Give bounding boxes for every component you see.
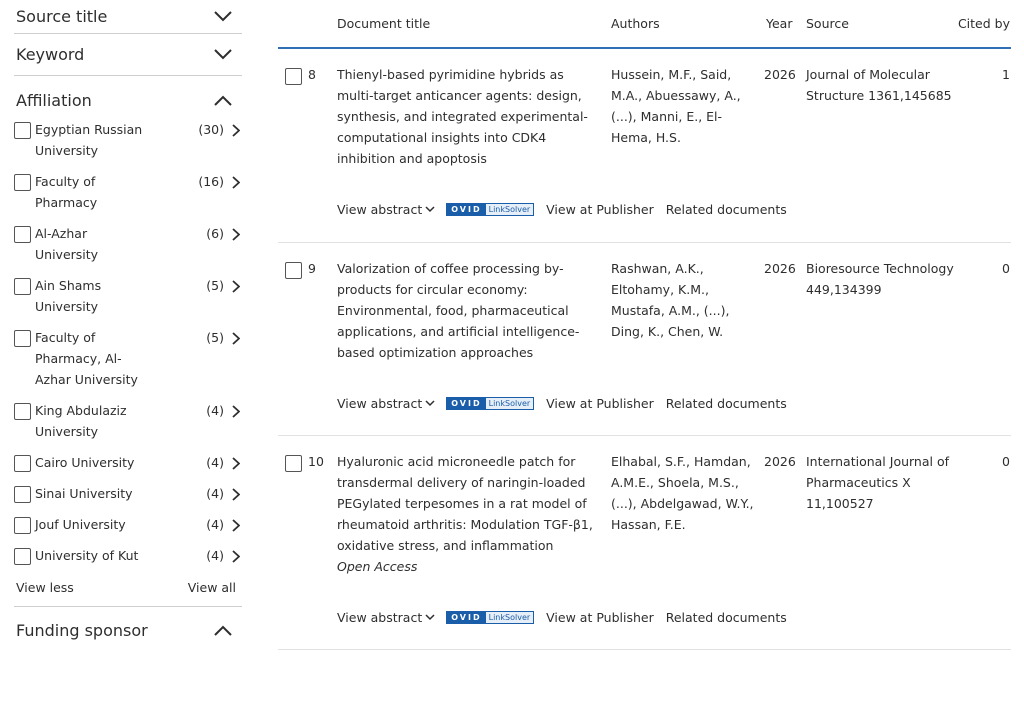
chevron-right-icon[interactable]: [232, 457, 240, 470]
ovid-logo-text: OVID: [447, 612, 485, 623]
affiliation-name: Al-Azhar University: [35, 226, 99, 262]
affiliation-checkbox[interactable]: [14, 122, 31, 139]
chevron-up-icon: [214, 625, 232, 636]
document-title-link[interactable]: Valorization of coffee processing by-products for circular economy: Environmental, food, pharmaceutical applications, and artificial intelligence-based optimization approaches: [337, 261, 580, 360]
header-authors[interactable]: Authors: [611, 16, 660, 31]
related-documents-link[interactable]: Related documents: [665, 202, 787, 217]
affiliation-item: [14, 225, 242, 265]
results-table: [278, 0, 1011, 650]
row-actions: [337, 607, 787, 628]
publication-year: 2026: [764, 454, 796, 469]
view-abstract-label: View abstract: [337, 396, 423, 411]
row-number: 8: [308, 67, 316, 82]
affiliation-count: (4): [206, 455, 224, 470]
affiliation-name: King Abdulaziz University: [35, 403, 127, 439]
authors-list[interactable]: Rashwan, A.K., Eltohamy, K.M., Mustafa, A.M., (...), Ding, K., Chen, W.: [611, 261, 730, 339]
cited-by-count[interactable]: 0: [1002, 261, 1010, 276]
table-row: [278, 436, 1011, 650]
affiliation-count: (4): [206, 517, 224, 532]
affiliation-name: Jouf University: [35, 517, 126, 532]
source-link[interactable]: Bioresource Technology 449,134399: [806, 261, 954, 297]
affiliation-name: University of Kut: [35, 548, 139, 563]
publication-year: 2026: [764, 261, 796, 276]
view-at-publisher-link[interactable]: View at Publisher: [546, 202, 654, 217]
affiliation-item: [14, 547, 242, 566]
ovid-logo-text: OVID: [447, 398, 485, 409]
row-number: 10: [308, 454, 324, 469]
document-title-cell: [337, 451, 599, 577]
linksolver-text: LinkSolver: [486, 204, 534, 215]
ovid-linksolver-button[interactable]: [446, 397, 534, 410]
chevron-right-icon[interactable]: [232, 176, 240, 189]
table-row: [278, 243, 1011, 436]
chevron-right-icon[interactable]: [232, 519, 240, 532]
affiliation-item: [14, 454, 242, 473]
table-row: [278, 49, 1011, 243]
filter-funding-sponsor[interactable]: [14, 606, 242, 654]
affiliation-name: Cairo University: [35, 455, 135, 470]
view-less-link[interactable]: View less: [16, 580, 74, 595]
affiliation-checkbox[interactable]: [14, 174, 31, 191]
affiliation-count: (5): [206, 278, 224, 293]
affiliation-list: [14, 121, 242, 566]
affiliation-checkbox[interactable]: [14, 226, 31, 243]
document-title-link[interactable]: Thienyl-based pyrimidine hybrids as multi-target anticancer agents: design, synthesis, and integrated experimental-computational insights into CDK4 inhibition and apoptosis: [337, 67, 588, 166]
filter-source-title[interactable]: [14, 0, 242, 34]
affiliation-item: [14, 277, 242, 317]
filter-source-title-label: Source title: [16, 7, 108, 26]
affiliation-count: (4): [206, 403, 224, 418]
source-link[interactable]: Journal of Molecular Structure 1361,145685: [806, 67, 952, 103]
chevron-down-icon: [425, 400, 435, 407]
affiliation-item: [14, 485, 242, 504]
document-title-link[interactable]: Hyaluronic acid microneedle patch for transdermal delivery of naringin-loaded PEGylated terpesomes in a rat model of rheumatoid arthritis: Modulation TGF-β1, oxidative stress, and inflammation: [337, 454, 593, 553]
cited-by-count[interactable]: 0: [1002, 454, 1010, 469]
chevron-down-icon: [214, 11, 232, 22]
affiliation-count: (30): [198, 122, 224, 137]
chevron-right-icon[interactable]: [232, 332, 240, 345]
filter-panel: [14, 0, 242, 654]
affiliation-count: (4): [206, 548, 224, 563]
header-document-title[interactable]: Document title: [337, 16, 431, 31]
row-number: 9: [308, 261, 316, 276]
affiliation-name: Faculty of Pharmacy: [35, 174, 98, 210]
affiliation-checkbox[interactable]: [14, 455, 31, 472]
affiliation-checkbox[interactable]: [14, 330, 31, 347]
affiliation-checkbox[interactable]: [14, 548, 31, 565]
chevron-right-icon[interactable]: [232, 124, 240, 137]
view-abstract-label: View abstract: [337, 202, 423, 217]
affiliation-checkbox[interactable]: [14, 517, 31, 534]
view-all-link[interactable]: View all: [187, 580, 236, 595]
row-checkbox[interactable]: [285, 262, 302, 279]
affiliation-item: [14, 402, 242, 442]
view-abstract-label: View abstract: [337, 610, 423, 625]
view-abstract-button[interactable]: [337, 199, 435, 220]
ovid-linksolver-button[interactable]: [446, 611, 534, 624]
chevron-up-icon: [214, 95, 232, 106]
filter-keyword[interactable]: [14, 34, 242, 76]
ovid-linksolver-button[interactable]: [446, 203, 534, 216]
affiliation-item: [14, 173, 242, 213]
affiliation-count: (4): [206, 486, 224, 501]
affiliation-checkbox[interactable]: [14, 278, 31, 295]
chevron-right-icon[interactable]: [232, 228, 240, 241]
filter-keyword-label: Keyword: [16, 45, 85, 64]
affiliation-name: Ain Shams University: [35, 278, 102, 314]
affiliation-name: Faculty of Pharmacy, Al-Azhar University: [35, 330, 138, 387]
header-year[interactable]: Year: [766, 16, 793, 31]
view-abstract-button[interactable]: [337, 607, 435, 628]
chevron-right-icon[interactable]: [232, 550, 240, 563]
affiliation-checkbox[interactable]: [14, 486, 31, 503]
row-checkbox[interactable]: [285, 68, 302, 85]
affiliation-count: (6): [206, 226, 224, 241]
linksolver-text: LinkSolver: [486, 612, 534, 623]
cited-by-count[interactable]: 1: [1002, 67, 1010, 82]
table-header: [278, 0, 1011, 49]
source-link[interactable]: International Journal of Pharmaceutics X 11,100527: [806, 454, 950, 511]
row-actions: [337, 393, 787, 414]
chevron-right-icon[interactable]: [232, 280, 240, 293]
filter-affiliation-label: Affiliation: [16, 90, 92, 110]
affiliation-count: (5): [206, 330, 224, 345]
filter-funding-sponsor-label: Funding sponsor: [16, 621, 148, 640]
ovid-logo-text: OVID: [447, 204, 485, 215]
open-access-label: Open Access: [337, 559, 418, 574]
view-at-publisher-link[interactable]: View at Publisher: [546, 610, 654, 625]
linksolver-text: LinkSolver: [486, 398, 534, 409]
affiliation-item: [14, 329, 242, 390]
row-checkbox[interactable]: [285, 455, 302, 472]
chevron-down-icon: [214, 49, 232, 60]
filter-affiliation[interactable]: [14, 76, 242, 124]
related-documents-link[interactable]: Related documents: [665, 396, 787, 411]
view-at-publisher-link[interactable]: View at Publisher: [546, 396, 654, 411]
affiliation-name: Sinai University: [35, 486, 133, 501]
affiliation-checkbox[interactable]: [14, 403, 31, 420]
affiliation-item: [14, 516, 242, 535]
authors-list[interactable]: Elhabal, S.F., Hamdan, A.M.E., Shoela, M.S., (...), Abdelgawad, W.Y., Hassan, F.E.: [611, 454, 754, 532]
header-cited-by[interactable]: Cited by: [957, 16, 1010, 31]
chevron-down-icon: [425, 614, 435, 621]
chevron-down-icon: [425, 206, 435, 213]
row-actions: [337, 199, 787, 220]
authors-list[interactable]: Hussein, M.F., Said, M.A., Abuessawy, A., (...), Manni, E., El-Hema, H.S.: [611, 67, 741, 145]
view-abstract-button[interactable]: [337, 393, 435, 414]
chevron-right-icon[interactable]: [232, 488, 240, 501]
affiliation-name: Egyptian Russian University: [35, 122, 143, 158]
chevron-right-icon[interactable]: [232, 405, 240, 418]
related-documents-link[interactable]: Related documents: [665, 610, 787, 625]
affiliation-count: (16): [198, 174, 224, 189]
affiliation-item: [14, 121, 242, 161]
header-source[interactable]: Source: [806, 16, 849, 31]
publication-year: 2026: [764, 67, 796, 82]
affiliation-view-links: [14, 580, 242, 595]
